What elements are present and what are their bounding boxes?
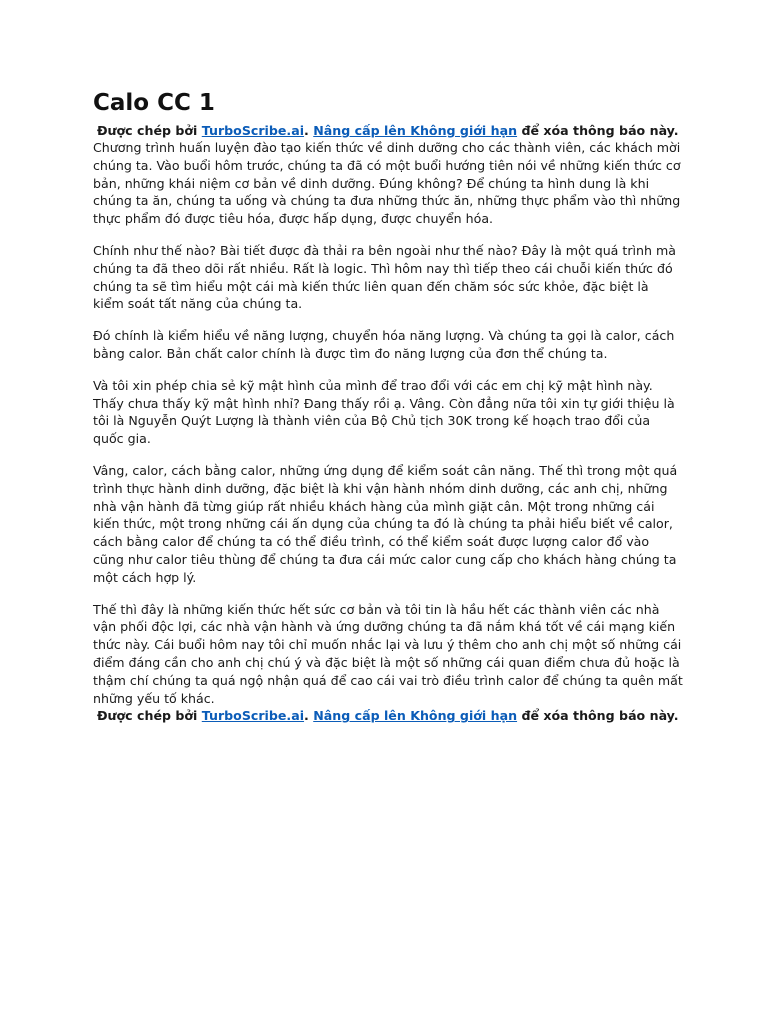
paragraph-3: Đó chính là kiểm hiểu về năng lượng, chuyển hóa năng lượng. Và chúng ta gọi là calor, cách bằng calor. Bản chất calor chính là được tìm đo năng lượng của đơn thể chúng ta. [93, 328, 675, 361]
notice-prefix: Được chép bởi [97, 708, 202, 724]
paragraph-5: Vâng, calor, cách bằng calor, những ứng dụng để kiểm soát cân năng. Thế thì trong một quá trình thực hành dinh dưỡng, đặc biệt là khi vận hành nhóm dinh dưỡng, các anh chị, những nhà vận hành đã từng giúp rất nhiều khách hàng của mình giặt cân. Một trong những cái kiến thức, một trong những cái ấn dụng của chúng ta đó là chúng ta phải hiểu biết về calor, cách bằng calor để chúng ta có thể điều trình, có thể kiểm soát được lượng calor đổ vào cũng như calor tiêu thùng để chúng ta đưa cái mức calor cung cấp cho khách hàng chúng ta một cách hợp lý. [93, 462, 678, 585]
notice-suffix: để xóa thông báo này. [517, 708, 679, 724]
paragraph-2: Chính như thế nào? Bài tiết được đà thải ra bên ngoài như thế nào? Đây là một quá trình mà chúng ta đã theo dõi rất nhiều. Rất là logic. Thì hôm nay thì tiếp theo cái chuỗi kiến thức đó chúng ta sẽ tìm hiểu một cái mà kiến thức liên quan đến chăm sóc sức khỏe, đặc biệt là kiểm soát tất năng của chúng ta. [93, 242, 676, 312]
document-page [93, 88, 683, 724]
upgrade-link[interactable]: Nâng cấp lên Không giới hạn [313, 123, 518, 138]
notice-prefix: Được chép bởi [97, 123, 202, 138]
notice-separator: . [304, 708, 314, 724]
transcription-notice-top [93, 122, 683, 139]
document-title: Calo CC 1 [93, 90, 215, 116]
paragraph-4: Và tôi xin phép chia sẻ kỹ mật hình của mình để trao đổi với các em chị kỹ mật hình này. Thấy chưa thấy kỹ mật hình nhỉ? Đang thấy rồi ạ. Vâng. Còn đẳng nữa tôi xin tự giới thiệu là tôi là Nguyễn Quýt Lượng là thành viên của Bộ Chủ tịch 30K trong kế hoạch trao đổi của quốc gia. [93, 377, 675, 447]
notice-suffix: để xóa thông báo này. [517, 123, 679, 138]
paragraph-1: Chương trình huấn luyện đào tạo kiến thức về dinh dưỡng cho các thành viên, các khách mời chúng ta. Vào buổi hôm trước, chúng ta đã có một buổi hướng tiên nói về những kiến thức cơ bản, những khái niệm cơ bản về dinh dưỡng. Đúng không? Để chúng ta hình dung là khi chúng ta ăn, chúng ta uống và chúng ta đưa những thức ăn, những thực phẩm vào thì những thực phẩm đó được tiêu hóa, được hấp dụng, được chuyển hóa. [93, 140, 681, 227]
transcription-notice-bottom [93, 707, 683, 724]
notice-separator: . [304, 123, 314, 138]
turboscribe-link[interactable]: TurboScribe.ai [201, 123, 305, 138]
upgrade-link[interactable]: Nâng cấp lên Không giới hạn [313, 708, 518, 724]
turboscribe-link[interactable]: TurboScribe.ai [201, 708, 305, 724]
paragraph-6: Thế thì đây là những kiến thức hết sức cơ bản và tôi tin là hầu hết các thành viên các nhà vận phối độc lợi, các nhà vận hành và ứng dưỡng chúng ta đã nắm khá tốt về cái mạng kiến thức này. Cái buổi hôm nay tôi chỉ muốn nhắc lại và lưu ý thêm cho anh chị một số những cái điểm đáng cần cho anh chị chú ý và đặc biệt là một số những cái quan điểm chưa đủ hoặc là thậm chí chúng ta quá ngộ nhận quá để cao cái vai trò điều trình calor để chúng ta quên mất những yếu tố khác. [93, 601, 683, 706]
